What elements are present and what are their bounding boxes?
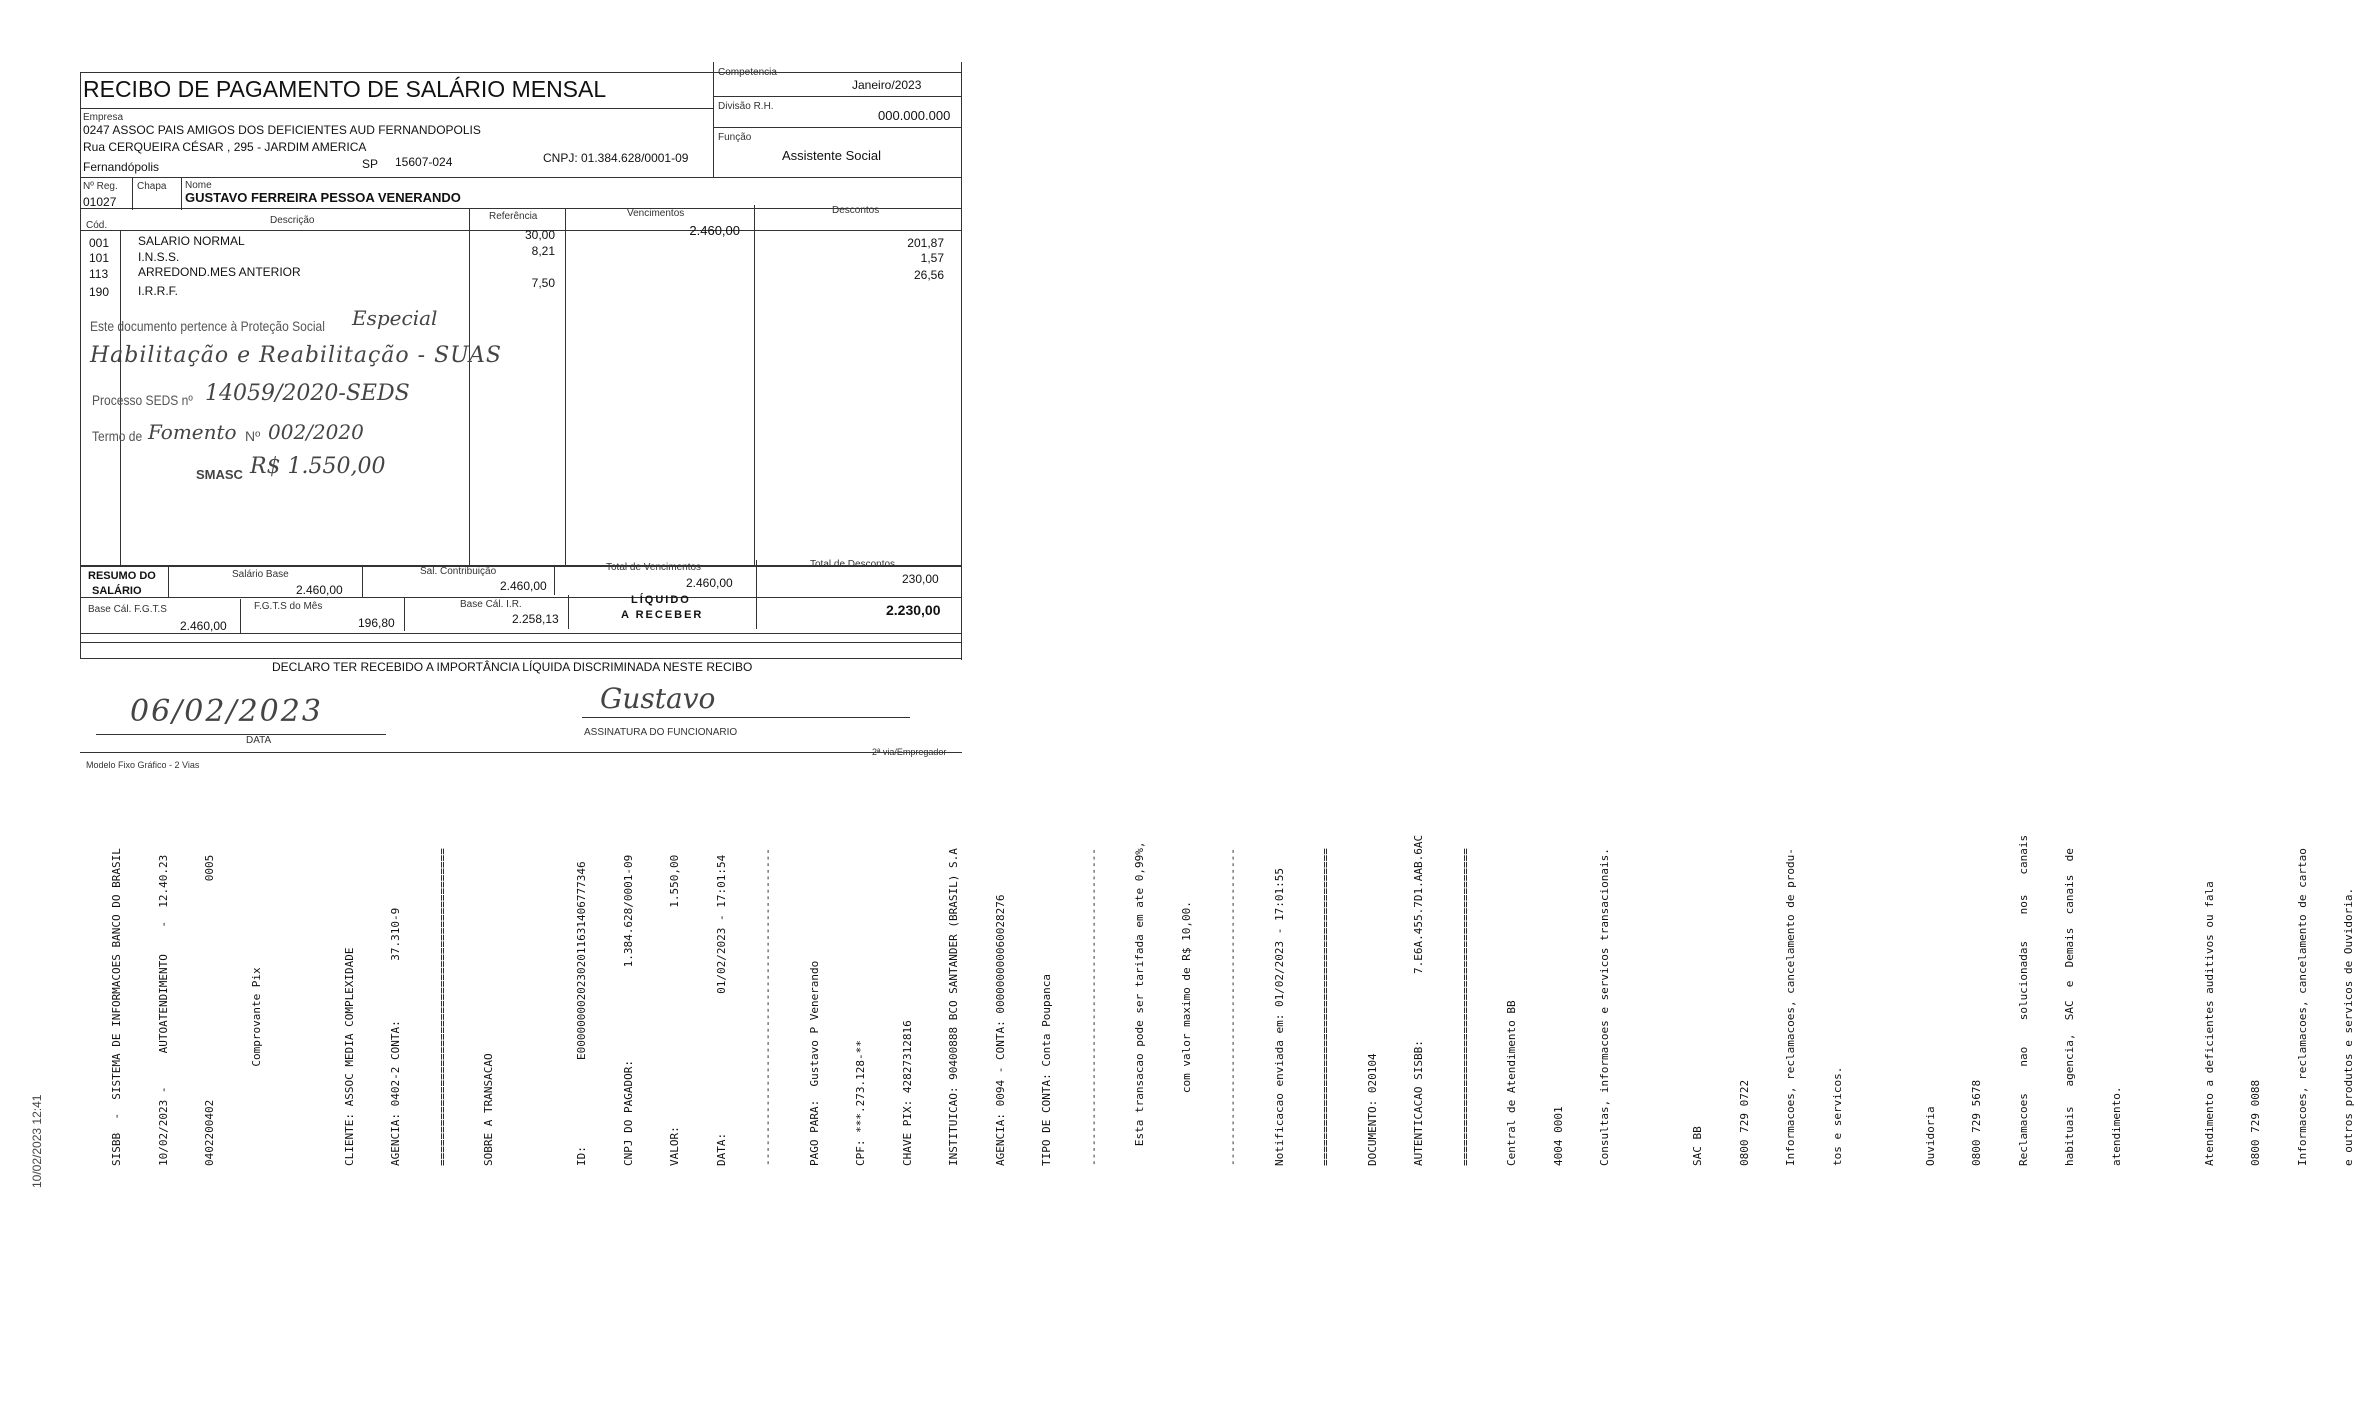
- divider: [80, 642, 962, 643]
- nome-label: Nome: [185, 180, 212, 191]
- pix-line: SOBRE A TRANSACAO: [482, 1053, 495, 1166]
- item-ref: 30,00: [524, 228, 555, 242]
- divider: [469, 208, 470, 565]
- item-ref: 8,21: [531, 244, 555, 258]
- total-desc-label: Total de Descontos: [810, 559, 896, 570]
- resumo-label-1: RESUMO DO: [88, 570, 156, 582]
- reg-label: Nº Reg.: [83, 181, 118, 192]
- stamp-line4b: Nº: [245, 428, 261, 444]
- frame-left: [80, 72, 81, 658]
- stamp-line3-hand: 14059/2020-SEDS: [205, 381, 410, 406]
- total-venc-value: 2.460,00: [686, 576, 733, 590]
- divider: [132, 177, 133, 210]
- fgts-mes-value: 196,80: [358, 616, 395, 630]
- date-handwritten: 06/02/2023: [130, 694, 323, 729]
- empresa-label: Empresa: [83, 112, 124, 123]
- nome-value: GUSTAVO FERREIRA PESSOA VENERANDO: [185, 190, 461, 205]
- divider: [80, 752, 962, 753]
- stamp-line5: SMASC: [196, 467, 243, 482]
- stamp-line2-hand: Habilitação e Reabilitação - SUAS: [90, 343, 502, 368]
- pix-line: Central de Atendimento BB: [1505, 1000, 1518, 1166]
- chapa-label: Chapa: [137, 181, 167, 192]
- item-venc: 2.460,00: [689, 223, 740, 238]
- pix-line: [1876, 835, 1892, 1166]
- divider: [404, 597, 405, 631]
- stamp-line4: Termo de: [92, 428, 143, 444]
- employee-signature: Gustavo: [600, 682, 716, 715]
- item-cod: 190: [89, 285, 110, 299]
- pix-line: 0800 729 5678: [1970, 1079, 1983, 1166]
- funcao-label: Função: [718, 132, 752, 143]
- stamp-line1: Este documento pertence à Proteção Social: [90, 318, 325, 334]
- divider: [168, 567, 169, 597]
- divider: [80, 658, 962, 659]
- item-cod: 113: [89, 267, 109, 281]
- declaration-text: DECLARO TER RECEBIDO A IMPORTÂNCIA LÍQUIDA DISCRIMINADA NESTE RECIBO: [272, 660, 753, 674]
- divider: [568, 595, 569, 629]
- pix-line: VALOR: 1.550,00: [668, 854, 681, 1166]
- signature-label: ASSINATURA DO FUNCIONARIO: [584, 727, 738, 738]
- stamp-line1-hand: Especial: [352, 306, 438, 330]
- pix-line: [2155, 835, 2171, 1166]
- competencia-label: Competencia: [718, 67, 777, 78]
- fgts-mes-label: F.G.T.S do Mês: [254, 601, 323, 612]
- cep-value: 15607-024: [395, 155, 453, 169]
- pix-line: ------------------------------------------------: [1086, 848, 1100, 1166]
- liquido-label-1: LÍQUIDO: [631, 594, 691, 606]
- salario-base-value: 2.460,00: [296, 583, 343, 597]
- pix-line: Reclamacoes nao solucionadas nos canais: [2016, 834, 2030, 1166]
- receipt-title: RECIBO DE PAGAMENTO DE SALÁRIO MENSAL: [83, 76, 607, 102]
- item-descontos: 1,57: [920, 251, 944, 265]
- empresa-value: 0247 ASSOC PAIS AMIGOS DOS DEFICIENTES AUD FERNANDOPOLIS: [83, 123, 481, 137]
- item-descontos: 26,56: [913, 268, 944, 282]
- pix-line: CHAVE PIX: 42827312816: [900, 1020, 914, 1166]
- pix-line: [295, 835, 311, 1166]
- pix-line: AGENCIA: 0094 - CONTA: 000000000060028276: [993, 894, 1007, 1166]
- footer-copy: 2ª via/Empregador: [872, 747, 947, 757]
- base-ir-value: 2.258,13: [512, 612, 559, 626]
- pix-line: Atendimento a deficientes auditivos ou fala: [2202, 881, 2216, 1166]
- pix-line: CLIENTE: ASSOC MEDIA COMPLEXIDADE: [342, 947, 356, 1166]
- competencia-value: Janeiro/2023: [852, 78, 922, 92]
- endereco-value: Rua CERQUEIRA CÉSAR , 295 - JARDIM AMERICA: [83, 140, 367, 154]
- stamp-line5-hand: R$ 1.550,00: [250, 454, 386, 479]
- divider: [554, 565, 555, 595]
- base-fgts-value: 2.460,00: [180, 619, 227, 633]
- pix-line: INSTITUICAO: 90400888 BCO SANTANDER (BRASIL) S.A: [947, 848, 960, 1166]
- divider: [80, 597, 962, 598]
- pix-line: SISBB - SISTEMA DE INFORMACOES BANCO DO BRASIL: [110, 848, 123, 1166]
- divider: [756, 560, 757, 596]
- divider: [565, 208, 566, 565]
- scan-timestamp: 10/02/2023 12:41: [30, 1094, 44, 1188]
- pix-line: ================================================: [1458, 848, 1472, 1166]
- item-cod: 101: [89, 251, 110, 265]
- pix-line: ID: E00000000202302011631406777346: [575, 861, 588, 1166]
- divider: [713, 96, 961, 97]
- resumo-label-2: SALÁRIO: [92, 585, 142, 597]
- pix-receipt: [78, 835, 2372, 1166]
- funcao-value: Assistente Social: [782, 148, 881, 163]
- pix-line: Esta transacao pode ser tarifada em ate 0,99%,: [1133, 841, 1146, 1166]
- pix-line: tos e servicos.: [1830, 1066, 1844, 1166]
- uf-value: SP: [362, 157, 379, 171]
- item-desc: I.R.R.F.: [138, 284, 179, 298]
- pix-line: DATA: 01/02/2023 - 17:01:54: [714, 854, 728, 1166]
- divider: [362, 567, 363, 597]
- pix-line: habituais agencia, SAC e Demais canais de: [2063, 848, 2076, 1166]
- cidade-value: Fernandópolis: [83, 160, 160, 174]
- pix-line: 0800 729 0722: [1737, 1079, 1751, 1166]
- divider: [80, 108, 713, 109]
- item-desc: ARREDOND.MES ANTERIOR: [138, 265, 301, 279]
- pix-line: Consultas, informacoes e servicos transacionais.: [1598, 848, 1611, 1166]
- pix-line: Informacoes, reclamacoes, cancelamento de produ-: [1784, 848, 1797, 1166]
- divider: [756, 595, 757, 629]
- pix-line: Notificacao enviada em: 01/02/2023 - 17:01:55: [1272, 867, 1286, 1166]
- col-descontos: Descontos: [832, 205, 880, 216]
- footer-model: Modelo Fixo Gráfico - 2 Vias: [86, 760, 200, 770]
- frame-right: [961, 62, 962, 660]
- col-cod: Cód.: [86, 220, 108, 231]
- pix-line: AGENCIA: 0402-2 CONTA: 37.310-9: [389, 907, 402, 1166]
- pix-line: Comprovante Pix: [249, 967, 263, 1166]
- item-cod: 001: [89, 236, 110, 250]
- pix-line: CPF: ***.273.128-**: [854, 1040, 867, 1166]
- pix-line: 10/02/2023 - AUTOATENDIMENTO - 12.40.23: [156, 854, 170, 1166]
- divisao-label: Divisão R.H.: [718, 101, 774, 112]
- pix-line: Ouvidoria: [1923, 1106, 1937, 1166]
- stamp-line4b-hand: 002/2020: [268, 420, 364, 444]
- base-ir-label: Base Cál. I.R.: [460, 599, 522, 610]
- divider: [240, 599, 241, 633]
- base-fgts-label: Base Cál. F.G.T.S: [88, 604, 167, 615]
- salario-base-label: Salário Base: [232, 569, 289, 580]
- item-ref: 7,50: [531, 276, 555, 290]
- pix-line: PAGO PARA: Gustavo P Venerando: [807, 960, 821, 1166]
- pix-line: DOCUMENTO: 020104: [1365, 1053, 1379, 1166]
- liquido-label-2: A RECEBER: [621, 609, 704, 621]
- pix-line: ================================================: [1319, 848, 1332, 1166]
- total-venc-label: Total de Vencimentos: [606, 562, 702, 573]
- liquido-value: 2.230,00: [886, 602, 941, 618]
- pix-line: [528, 835, 544, 1166]
- pix-line: [1644, 835, 1660, 1166]
- pix-line: SAC BB: [1691, 1126, 1704, 1166]
- pix-line: AUTENTICACAO SISBB: 7.E6A.455.7D1.AAB.6AC: [1412, 834, 1425, 1166]
- pix-line: TIPO DE CONTA: Conta Poupanca: [1040, 973, 1053, 1166]
- divider: [80, 208, 962, 209]
- stamp-line3: Processo SEDS nº: [92, 392, 193, 408]
- item-desc: SALARIO NORMAL: [138, 234, 245, 248]
- item-desc: I.N.S.S.: [138, 250, 180, 264]
- sal-contrib-label: Sal. Contribuição: [420, 566, 497, 577]
- pix-line: ------------------------------------------------: [761, 848, 774, 1166]
- stamp-line4-hand: Fomento: [148, 420, 237, 444]
- pix-line: e outros produtos e servicos de Ouvidoria.: [2342, 887, 2355, 1166]
- pix-line: CNPJ DO PAGADOR: 1.384.628/0001-09: [621, 854, 635, 1166]
- pix-line: 4004 0001: [1551, 1106, 1565, 1166]
- divider: [80, 633, 962, 634]
- item-descontos: 201,87: [907, 236, 944, 250]
- pix-line: 0800 729 0088: [2249, 1079, 2262, 1166]
- date-label: DATA: [246, 735, 272, 746]
- col-descricao: Descrição: [270, 215, 315, 226]
- frame-top: [80, 72, 962, 73]
- divider: [96, 734, 386, 735]
- divider: [582, 717, 910, 718]
- total-desc-value: 230,00: [902, 572, 939, 586]
- pix-line: com valor maximo de R$ 10,00.: [1179, 901, 1193, 1166]
- col-vencimentos: Vencimentos: [627, 208, 685, 219]
- pix-line: ================================================: [435, 848, 449, 1166]
- pix-line: ------------------------------------------------: [1226, 848, 1239, 1166]
- divider: [754, 205, 755, 565]
- col-referencia: Referência: [489, 211, 538, 222]
- divider: [181, 177, 182, 210]
- header-divider: [713, 62, 714, 177]
- cnpj-value: CNPJ: 01.384.628/0001-09: [543, 151, 689, 165]
- pix-line: atendimento.: [2109, 1086, 2123, 1166]
- divider: [713, 127, 961, 128]
- pix-line: Informacoes, reclamacoes, cancelamento de cartao: [2295, 848, 2309, 1166]
- pix-line: 0402200402 0005: [203, 854, 216, 1166]
- divider: [80, 177, 962, 178]
- reg-value: 01027: [83, 195, 117, 209]
- sal-contrib-value: 2.460,00: [500, 579, 547, 593]
- divisao-value: 000.000.000: [878, 108, 951, 123]
